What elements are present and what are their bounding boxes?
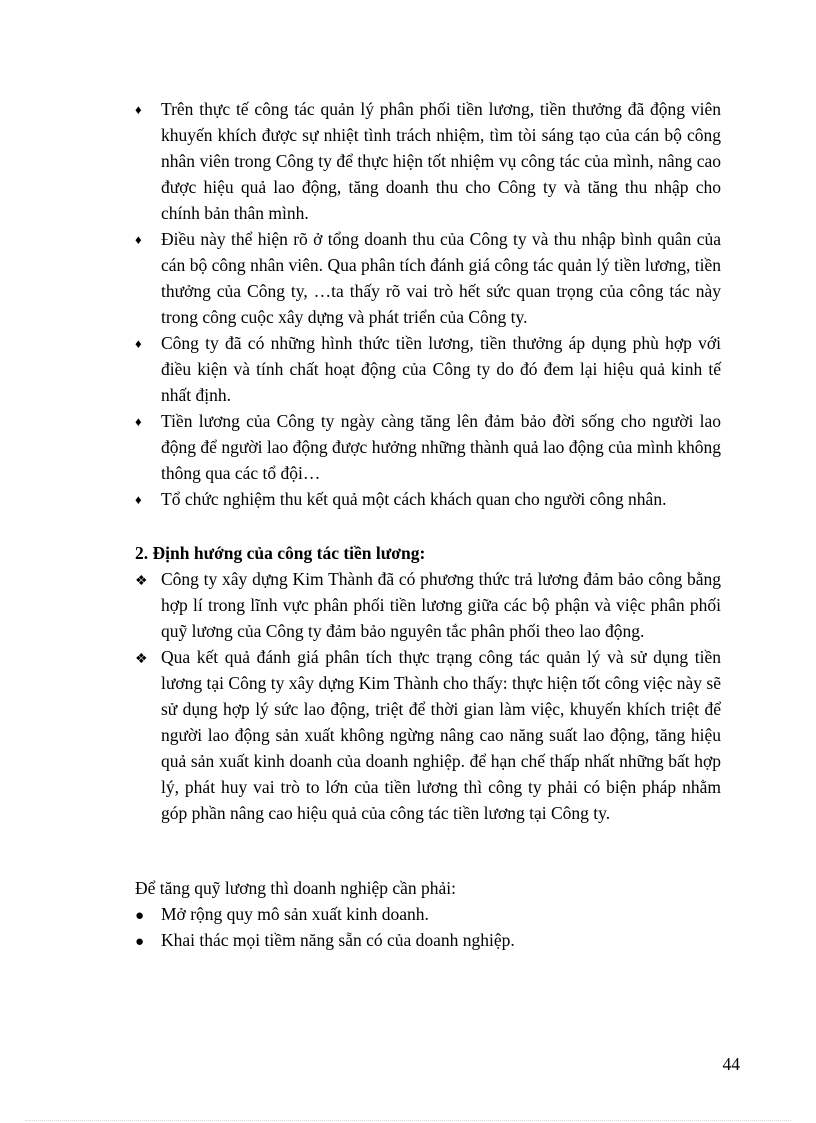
list-item — [135, 901, 721, 927]
dot-bullet-icon: ● — [135, 934, 145, 950]
list-item — [135, 408, 721, 486]
paragraph-text: Tiền lương của Công ty ngày càng tăng lên đảm bảo đời sống cho người lao động để người lao động được hưởng những thành quả lao động của mình không thông qua các tổ đội… — [161, 411, 721, 483]
paragraph-text: Qua kết quả đánh giá phân tích thực trạng công tác quản lý và sử dụng tiền lương tại Công ty xây dựng Kim Thành cho thấy: thực hiện tốt công việc này sẽ sử dụng hợp lý sức lao động, triệt để thời gian làm việc, khuyến khích triệt để người lao động sản xuất không ngừng nâng cao năng suất lao động, tăng hiệu quả sản xuất kinh doanh của doanh nghiệp. để hạn chế thấp nhất những bất hợp lý, phát huy vai trò to lớn của tiền lương thì công ty phải có biện pháp nhằm góp phần nâng cao hiệu quả của công tác tiền lương tại Công ty. — [161, 647, 721, 823]
dot-bullet-list — [135, 901, 721, 953]
diamond-bullet-icon: ♦ — [135, 102, 142, 117]
paragraph-text: Công ty đã có những hình thức tiền lương, tiền thưởng áp dụng phù hợp với điều kiện và tính chất hoạt động của Công ty do đó đem lại hiệu quả kinh tế nhất định. — [161, 333, 721, 405]
paragraph-text: Tổ chức nghiệm thu kết quả một cách khách quan cho người công nhân. — [161, 489, 667, 509]
list-item — [135, 96, 721, 226]
paragraph-text: Mở rộng quy mô sản xuất kinh doanh. — [161, 904, 429, 924]
page-number: 44 — [722, 1054, 740, 1074]
list-item — [135, 566, 721, 644]
lead-sentence: Để tăng quỹ lương thì doanh nghiệp cần phải: — [135, 878, 457, 898]
diamond-bullet-icon: ♦ — [135, 336, 142, 351]
list-item — [135, 644, 721, 826]
diamond-bullet-icon: ♦ — [135, 414, 142, 429]
paragraph-text: Công ty xây dựng Kim Thành đã có phương thức trả lương đảm bảo công bằng hợp lí trong lĩnh vực phân phối tiền lương giữa các bộ phận và việc phân phối quỹ lương của Công ty đảm bảo nguyên tắc phân phối theo lao động. — [161, 569, 721, 641]
list-item — [135, 226, 721, 330]
paragraph-text: Khai thác mọi tiềm năng sẵn có của doanh nghiệp. — [161, 930, 515, 950]
paragraph-text: Điều này thể hiện rõ ở tổng doanh thu của Công ty và thu nhập bình quân của cán bộ công nhân viên. Qua phân tích đánh giá công tác quản lý tiền lương, tiền thưởng của Công ty, …ta thấy rõ vai trò hết sức quan trọng của công tác này trong công cuộc xây dựng và phát triển của Công ty. — [161, 229, 721, 327]
section2-bullet-list — [135, 566, 721, 826]
list-item — [135, 927, 721, 953]
list-item — [135, 330, 721, 408]
footer-divider — [25, 1120, 791, 1121]
paragraph-text: Trên thực tế công tác quản lý phân phối tiền lương, tiền thưởng đã động viên khuyến khích được sự nhiệt tình trách nhiệm, tìm tòi sáng tạo của cán bộ công nhân viên trong Công ty để thực hiện tốt nhiệm vụ công tác của mình, nâng cao được hiệu quả lao động, tăng doanh thu cho Công ty và tăng thu nhập cho chính bản thân mình. — [161, 99, 721, 223]
dot-bullet-icon: ● — [135, 908, 145, 924]
list-item — [135, 486, 721, 512]
four-diamond-bullet-icon: ❖ — [135, 652, 148, 667]
section-heading: 2. Định hướng của công tác tiền lương: — [135, 543, 426, 563]
four-diamond-bullet-icon: ❖ — [135, 574, 148, 589]
diamond-bullet-icon: ♦ — [135, 232, 142, 247]
diamond-bullet-icon: ♦ — [135, 492, 142, 507]
section1-bullet-list — [135, 96, 721, 512]
